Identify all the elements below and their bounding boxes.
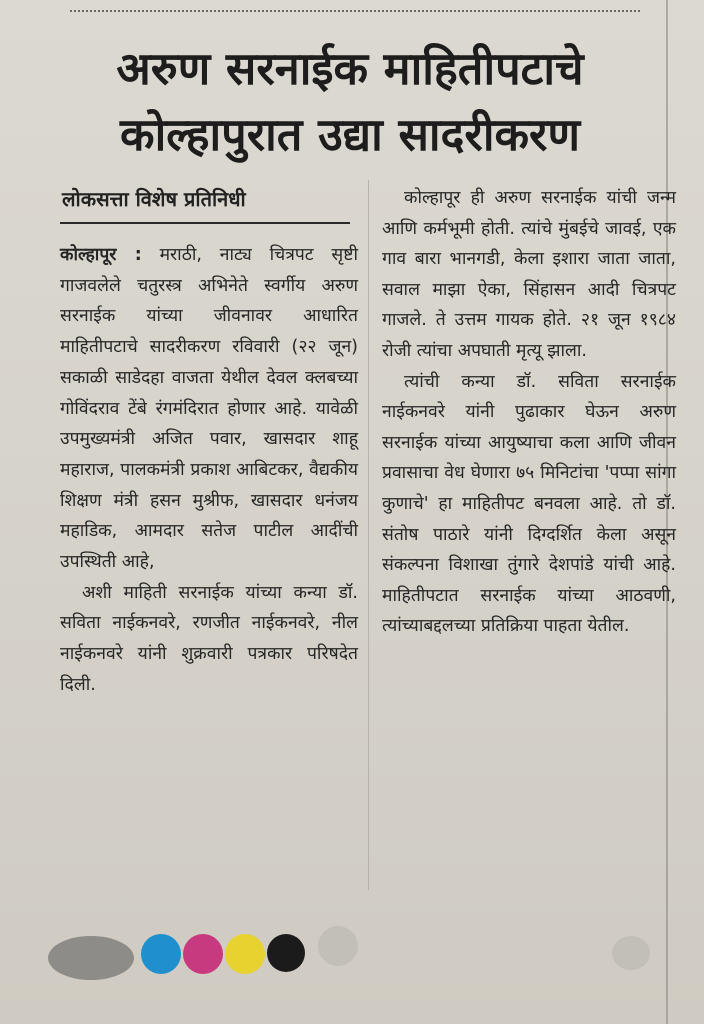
- left-paragraph-1-text: मराठी, नाट्य चित्रपट सृष्टी गाजवलेले चतुरस्त्र अभिनेते स्वर्गीय अरुण सरनाईक यांच्या जीवनावर आधारित माहितीपटाचे सादरीकरण रविवारी (२२ जून) सकाळी साडेदहा वाजता येथील देवल क्लबच्या गोविंदराव टेंबे रंगमंदिरात होणार आहे. यावेळी उपमुख्यमंत्री अजित पवार, खासदार शाहू महाराज, पालकमंत्री प्रकाश आबिटकर, वैद्यकीय शिक्षण मंत्री हसन मुश्रीफ, खासदार धनंजय महाडिक, आमदार सतेज पाटील आदींची उपस्थिती आहे,: [60, 245, 358, 573]
- registration-yellow-dot: [225, 934, 265, 974]
- byline: लोकसत्ता विशेष प्रतिनिधी: [62, 187, 246, 211]
- faint-registration-smudge: [318, 926, 358, 966]
- right-paragraph-1: कोल्हापूर ही अरुण सरनाईक यांची जन्म आणि कर्मभूमी होती. त्यांचे मुंबईचे जावई, एक गाव बारा भानगडी, केला इशारा जाता जाता, सवाल माझा ऐका, सिंहासन आदी चित्रपट गाजले. ते उत्तम गायक होते. २१ जून १९८४ रोजी त्यांचा अपघाती मृत्यू झाला.: [382, 188, 676, 361]
- faint-registration-smudge: [612, 936, 650, 970]
- headline-line-2: कोल्हापुरात उद्या सादरीकरण: [120, 108, 580, 161]
- registration-black-dot: [267, 934, 305, 972]
- headline-line-1: अरुण सरनाईक माहितीपटाचे: [116, 42, 584, 95]
- dateline: कोल्हापूर :: [60, 245, 142, 265]
- right-paragraph-2: त्यांची कन्या डॉ. सविता सरनाईक नाईकनवरे यांनी पुढाकार घेऊन अरुण सरनाईक यांच्या आयुष्याचा कला आणि जीवन प्रवासाचा वेध घेणारा ७५ मिनिटांचा 'पप्पा सांगा कुणाचे' हा माहितीपट बनवला आहे. तो डॉ. संतोष पाठारे यांनी दिग्दर्शित केला असून संकल्पना विशाखा तुंगारे देशपांडे यांची आहे. माहितीपटात सरनाईक यांच्या आठवणी, त्यांच्याबद्दलच्या प्रतिक्रिया पाहता येतील.: [382, 371, 676, 637]
- registration-cyan-dot: [141, 934, 181, 974]
- registration-gray-oval: [48, 936, 134, 980]
- registration-magenta-dot: [183, 934, 223, 974]
- left-paragraph-2: अशी माहिती सरनाईक यांच्या कन्या डॉ. सविता नाईकनवरे, रणजीत नाईकनवरे, नील नाईकनवरे यांनी शुक्रवारी पत्रकार परिषदेत दिली.: [60, 582, 358, 695]
